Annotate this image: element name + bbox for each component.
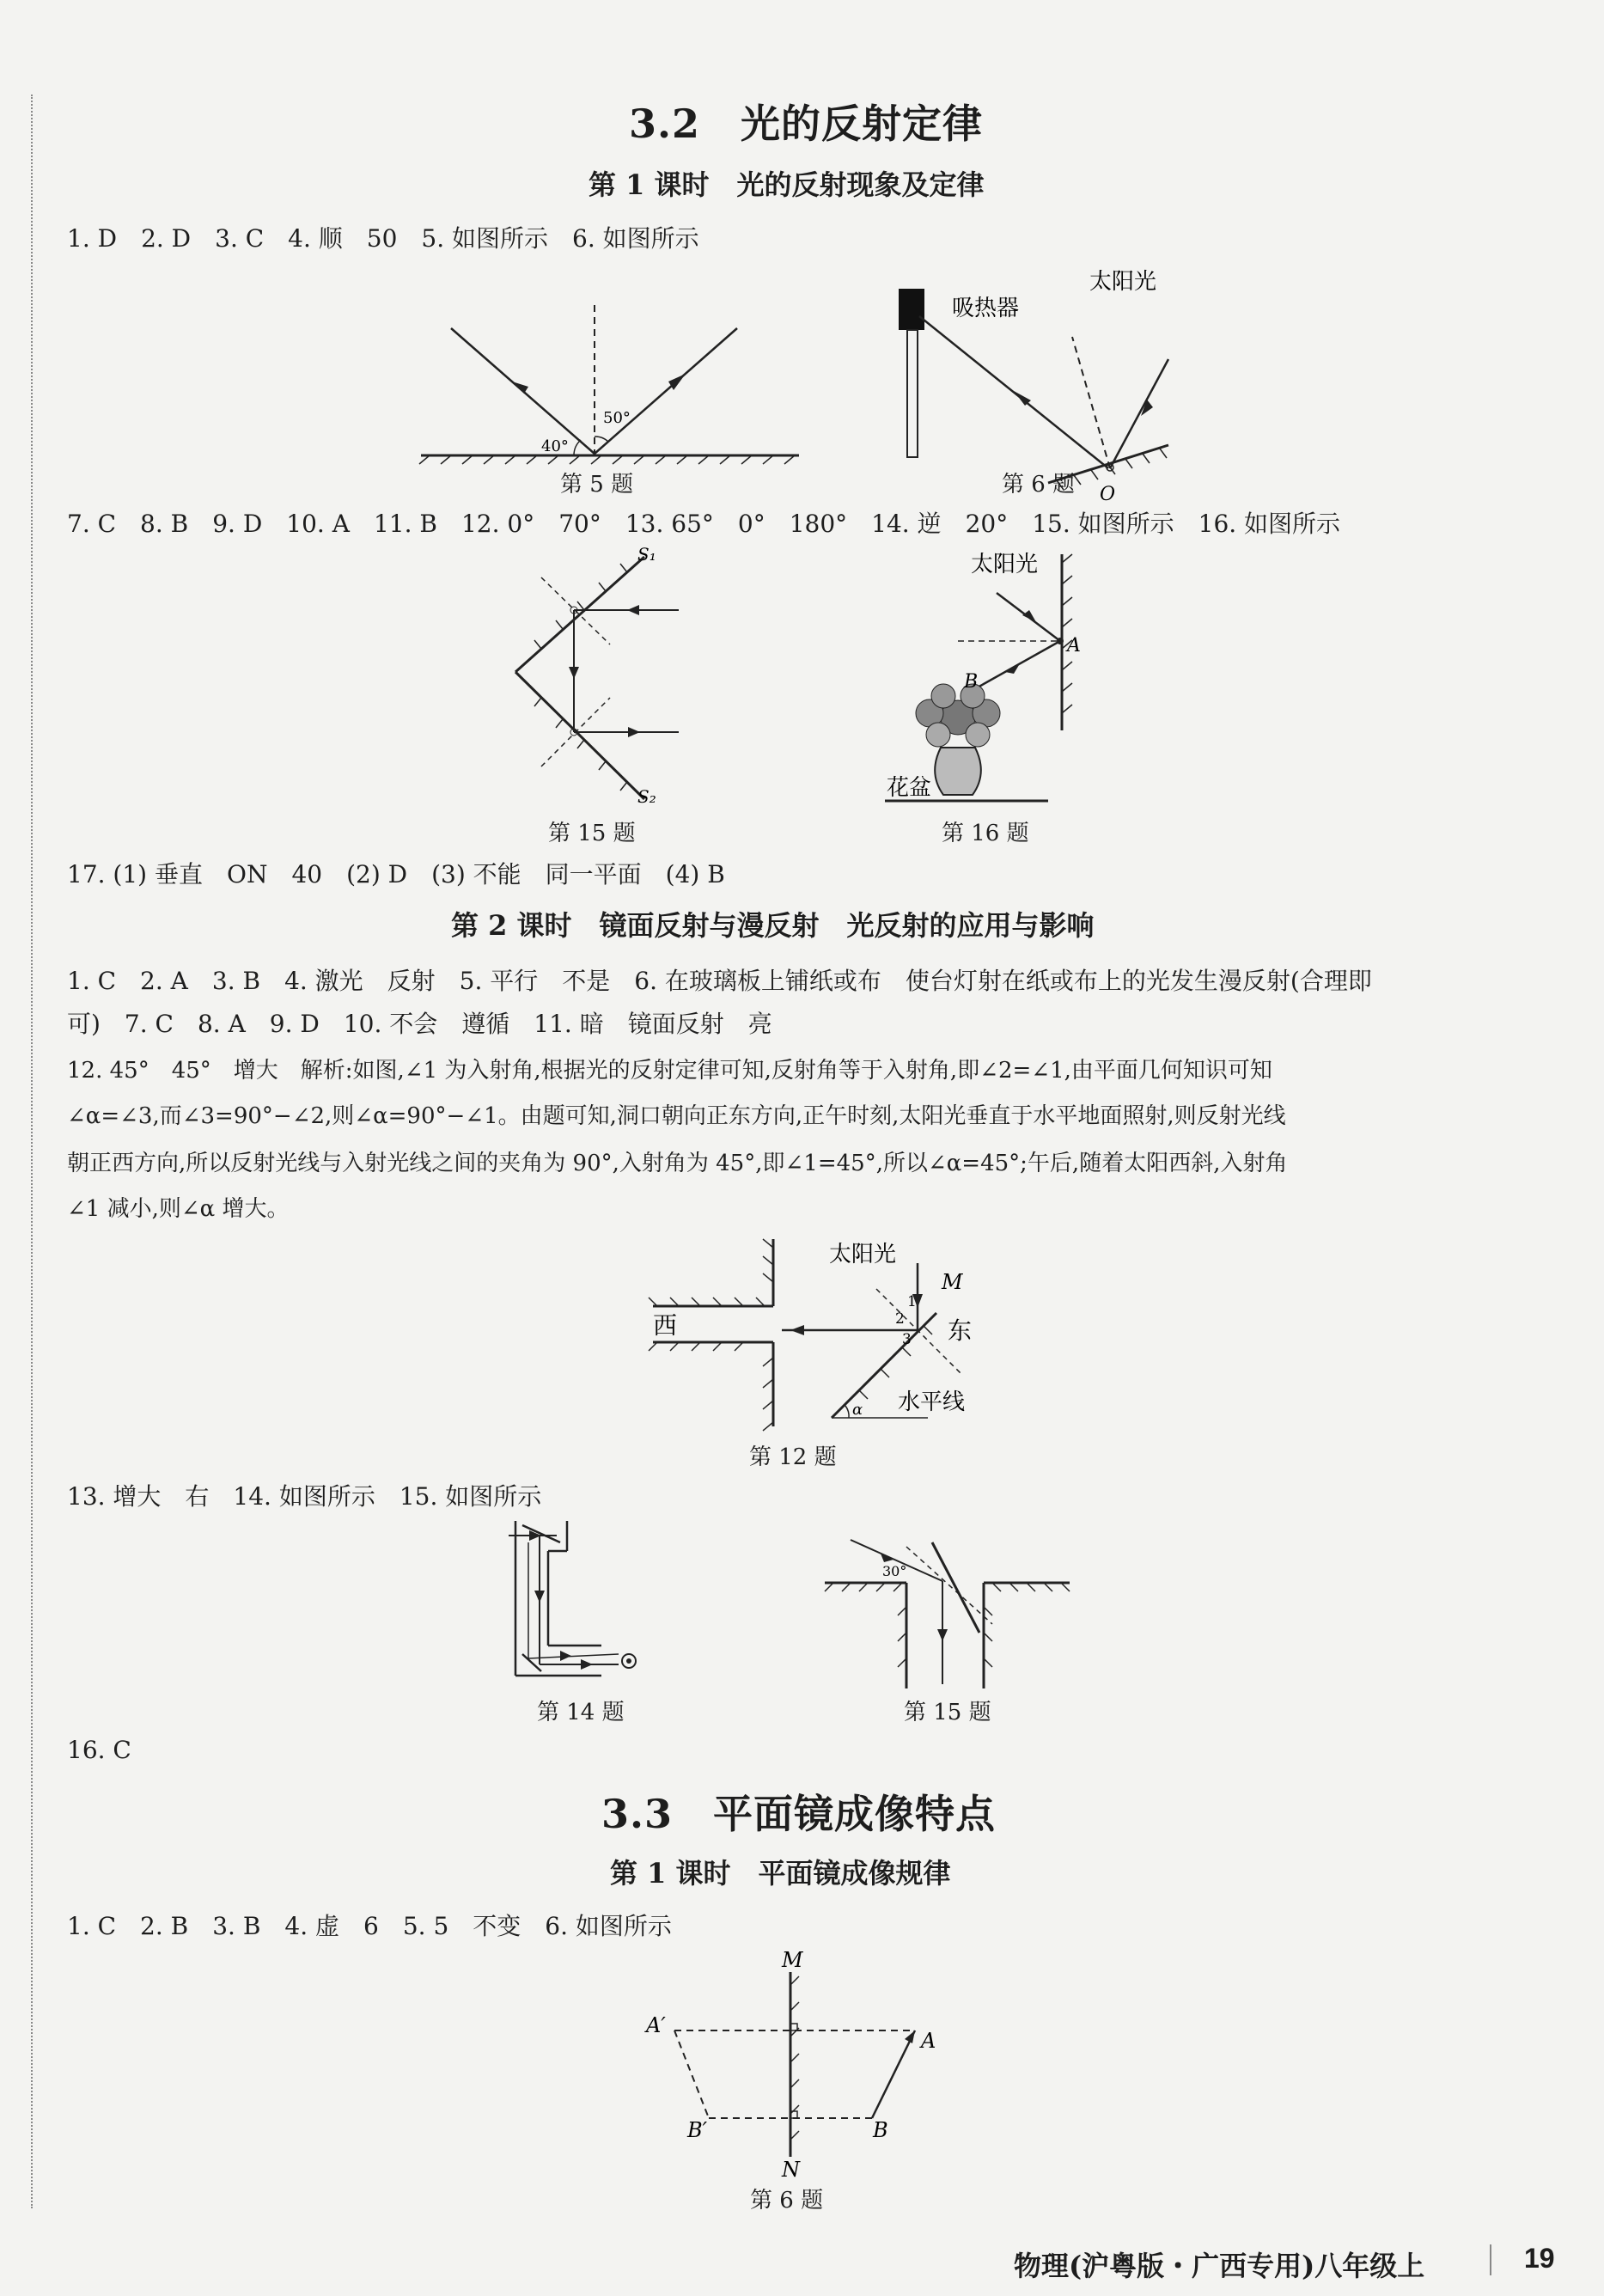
answers-3-2-2-line2: 可) 7. C 8. A 9. D 10. 不会 遵循 11. 暗 镜面反射 亮 <box>67 1010 772 1038</box>
answers-3-2-1-line2: 7. C 8. B 9. D 10. A 11. B 12. 0° 70° 13. 65° 0° 180° 14. 逆 20° 15. 如图所示 16. 如图所示 <box>67 510 1341 538</box>
answer-q12-explanation-3: 朝正西方向,所以反射光线与入射光线之间的夹角为 90°,入射角为 45°,即∠1=45°,所以∠α=45°;午后,随着太阳西斜,入射角 <box>67 1151 1288 1176</box>
footer-subject: 物理(沪粤版・广西专用)八年级上 <box>1014 2250 1425 2282</box>
q12-mirror-m: M <box>942 1270 963 1294</box>
q12-angle-3: 3 <box>902 1331 912 1348</box>
answers-3-2-1-line1: 1. D 2. D 3. C 4. 顺 50 5. 如图所示 6. 如图所示 <box>67 224 699 253</box>
q12-angle-1: 1 <box>907 1293 917 1310</box>
q6-3-3-label-n: N <box>782 2158 800 2182</box>
q16-sun-label: 太阳光 <box>971 552 1039 577</box>
answers-3-2-2-line1: 1. C 2. A 3. B 4. 激光 反射 5. 平行 不是 6. 在玻璃板上铺纸或布 使台灯射在纸或布上的光发生漫反射(合理即 <box>67 967 1372 995</box>
q16-point-a: A <box>1067 635 1081 656</box>
caption-q15-second: 第 15 题 <box>904 1700 991 1725</box>
answers-3-2-1-line3: 17. (1) 垂直 ON 40 (2) D (3) 不能 同一平面 (4) B <box>67 860 725 888</box>
figure-q14 <box>507 1517 662 1688</box>
caption-q15-first: 第 15 题 <box>548 821 636 846</box>
answers-3-2-2-line4: 16. C <box>67 1736 131 1764</box>
caption-q6: 第 6 题 <box>1002 472 1076 498</box>
vase-icon <box>935 748 981 795</box>
q12-horizon-label: 水平线 <box>898 1389 966 1415</box>
q6-heater-label: 吸热器 <box>952 296 1020 321</box>
caption-q16: 第 16 题 <box>942 821 1029 846</box>
q6-3-3-label-b-prime: B′ <box>687 2118 708 2142</box>
q12-angle-alpha: α <box>852 1401 863 1419</box>
figure-q5 <box>412 292 808 464</box>
figure-q16 <box>876 550 1100 816</box>
q12-angle-2: 2 <box>895 1310 905 1328</box>
q6-point-o: O <box>1100 484 1116 505</box>
q6-sun-label: 太阳光 <box>1089 269 1157 295</box>
q16-pot-label: 花盆 <box>887 775 932 801</box>
section-title-3-2: 3.2 光的反射定律 <box>629 101 984 147</box>
page-number: 19 <box>1524 2243 1555 2274</box>
answers-3-3-1-line1: 1. C 2. B 3. B 4. 虚 6 5. 5 不变 6. 如图所示 <box>67 1912 672 1940</box>
q6-3-3-label-m: M <box>782 1948 803 1972</box>
caption-q12: 第 12 题 <box>749 1444 837 1470</box>
answer-q12-explanation-1: 12. 45° 45° 增大 解析:如图,∠1 为入射角,根据光的反射定律可知,反射角等于入射角,即∠2=∠1,由平面几何知识可知 <box>67 1058 1272 1084</box>
figure-q15-periscope <box>820 1521 1078 1693</box>
figure-q15-mirrors <box>498 541 704 816</box>
q15b-angle-label: 30° <box>882 1563 907 1579</box>
section-title-3-3: 3.3 平面镜成像特点 <box>601 1791 997 1837</box>
q12-west-label: 西 <box>653 1311 678 1340</box>
footer-divider <box>1490 2244 1491 2275</box>
answer-q12-explanation-4: ∠1 减小,则∠α 增大。 <box>67 1196 290 1222</box>
caption-q14: 第 14 题 <box>537 1700 625 1725</box>
q12-sun-label: 太阳光 <box>829 1242 897 1267</box>
answer-q12-explanation-2: ∠α=∠3,而∠3=90°−∠2,则∠α=90°−∠1。由题可知,洞口朝向正东方向,正午时刻,太阳光垂直于水平地面照射,则反射光线 <box>67 1103 1286 1129</box>
caption-3-3-q6: 第 6 题 <box>750 2188 824 2214</box>
flower-bouquet <box>916 684 1000 747</box>
figure-3-3-q6 <box>636 1946 962 2182</box>
caption-q5: 第 5 题 <box>560 472 634 498</box>
q6-3-3-label-a: A <box>921 2029 936 2053</box>
lesson-title-3-3-1: 第 1 课时 平面镜成像规律 <box>610 1857 951 1890</box>
q5-angle-label-40: 40° <box>541 437 569 455</box>
q5-angle-label-50: 50° <box>603 409 631 427</box>
figure-q12 <box>619 1237 1005 1435</box>
lesson-title-3-2-1: 第 1 课时 光的反射现象及定律 <box>589 168 985 201</box>
lesson-title-3-2-2: 第 2 课时 镜面反射与漫反射 光反射的应用与影响 <box>451 909 1095 942</box>
binding-margin-line <box>31 95 33 2208</box>
answers-3-2-2-line3: 13. 增大 右 14. 如图所示 15. 如图所示 <box>67 1482 542 1511</box>
q15-s1-label: S₁ <box>637 544 656 565</box>
q16-point-b: B <box>964 671 979 693</box>
q6-3-3-label-b: B <box>873 2118 888 2142</box>
q12-east-label: 东 <box>948 1316 973 1345</box>
q6-3-3-label-a-prime: A′ <box>646 2013 666 2037</box>
q15-s2-label: S₂ <box>637 786 656 807</box>
